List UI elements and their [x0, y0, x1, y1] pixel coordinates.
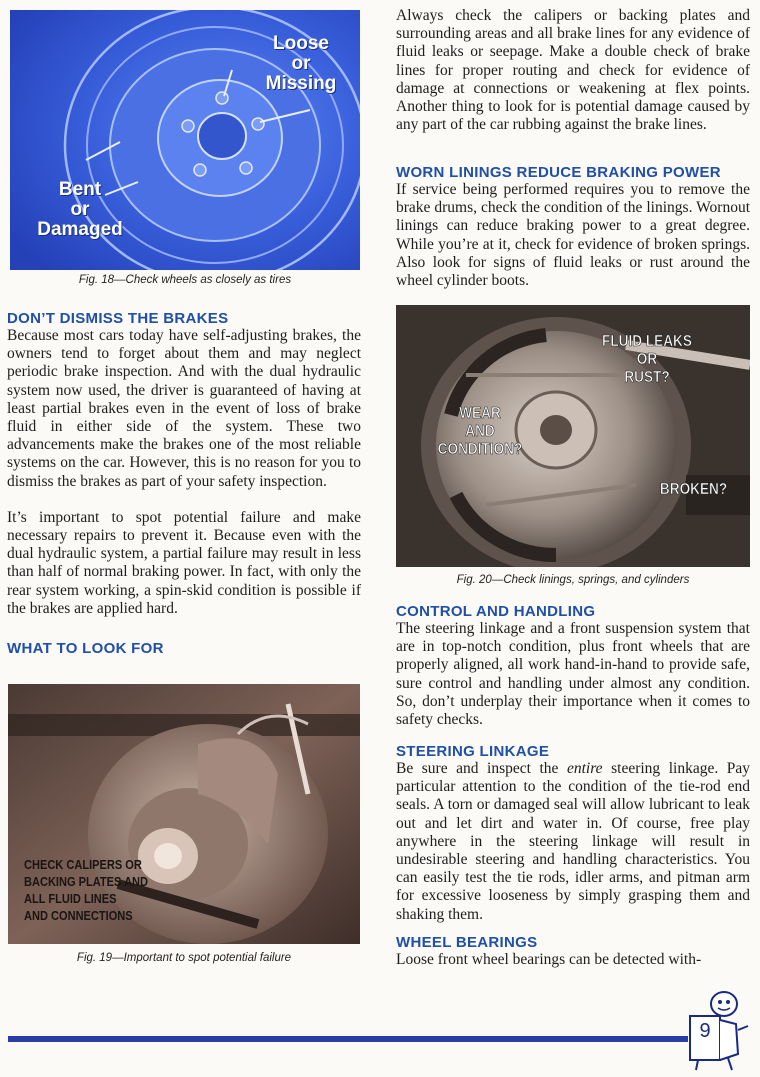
- control-paragraph: The steering linkage and a front suspension system that are in top-notch condition, plus front wheels that are properly aligned, all work hand-in-hand to provide safe, sure control and handling under almost any condition. So, don’t underplay their importance when it comes to safety checks.: [396, 620, 750, 729]
- control-section: [396, 603, 750, 729]
- brakes-heading: DON’T DISMISS THE BRAKES: [7, 310, 229, 327]
- wheel-bearings-paragraph: Loose front wheel bearings can be detected with-: [396, 951, 702, 968]
- fig19-caption: Fig. 19—Important to spot potential failure: [76, 952, 292, 964]
- fig18-label-bottom-line2: or: [70, 199, 90, 220]
- calipers-paragraph: Always check the calipers or backing plates and surrounding areas and all brake lines for any evidence of fluid leaks or seepage. Make a double check of brake lines for proper routing and check for evidence of damage at connections or weakening at flex points. Another thing to look for is potential damage caused by any part of the car rubbing against the brake lines.: [396, 7, 750, 134]
- fig19-label-line3: ALL FLUID LINES: [24, 891, 117, 906]
- fig20-label-wear: [438, 405, 523, 459]
- fig18-label-bottom-line1: Bent: [58, 179, 102, 200]
- fig20-label-fluid-line1: FLUID LEAKS: [602, 333, 692, 350]
- fig19-label-line4: AND CONNECTIONS: [24, 908, 133, 923]
- brakes-section: [7, 310, 361, 618]
- page-number: 9: [699, 1020, 711, 1042]
- calipers-section: [396, 7, 750, 134]
- wheel-bearings-section: [396, 934, 750, 969]
- linings-section: [396, 164, 750, 290]
- fig18-label-bottom: [20, 180, 140, 240]
- fig18-label-top-line1: Loose: [273, 33, 329, 54]
- fig19-caliper-photo: [8, 684, 360, 944]
- steering-text-em: entire: [566, 760, 603, 777]
- fig18-label-bottom-line3: Damaged: [37, 219, 123, 240]
- steering-section: [396, 743, 750, 924]
- footer-rule: [8, 1036, 688, 1042]
- fig20-label-fluid-line2: OR: [636, 351, 658, 368]
- fig18-label-top-line2: or: [291, 53, 311, 74]
- fig20-caption: Fig. 20—Check linings, springs, and cylinders: [456, 574, 690, 586]
- linings-heading: WORN LININGS REDUCE BRAKING POWER: [396, 164, 721, 181]
- control-heading: CONTROL AND HANDLING: [396, 603, 596, 620]
- fig20-label-fluid-line3: RUST?: [624, 369, 670, 386]
- fig18-label-top: [246, 34, 356, 94]
- fig19-label-line1: CHECK CALIPERS OR: [24, 857, 142, 872]
- look-heading: WHAT TO LOOK FOR: [7, 640, 164, 657]
- linings-paragraph: If service being performed requires you to remove the brake drums, check the condition of the linings. Wornout linings can reduce braking power to a great degree. While you’re at it, check for evidence of broken springs. Also look for signs of fluid leaks or rust around the wheel cylinder boots.: [396, 181, 750, 290]
- fig18-label-top-line3: Missing: [265, 73, 337, 94]
- fig20-label-wear-line1: WEAR: [459, 405, 501, 422]
- steering-heading: STEERING LINKAGE: [396, 743, 550, 760]
- fig18-caption: Fig. 18—Check wheels as closely as tires: [78, 274, 292, 286]
- steering-text-post: steering linkage. Pay particular attention to the condition of the tie-rod end seals. A torn or damaged seal will allow lubricant to leak out and let dirt and water in. Of course, free play anywhere in the steering linkage will result in undesirable steering and handling characteristics. You can easily test the tie rods, idler arms, and pitman arm for excessive looseness by simply grasping them and shaking them.: [396, 760, 750, 923]
- fig19-label: [24, 856, 148, 924]
- brakes-paragraph-1: Because most cars today have self-adjusting brakes, the owners tend to forget about them and may neglect periodic brake inspection. And with the dual hydraulic system now used, the driver is guaranteed of having at least partial brakes even in the event of loss of brake fluid in either side of the system. These two advancements make the brakes one of the most reliable systems on the car. However, this is no reason for you to dismiss the brakes as part of your safety inspection.: [7, 327, 361, 490]
- fig20-label-fluid: [600, 333, 694, 387]
- fig20-label-broken: BROKEN?: [659, 481, 728, 498]
- fig18-wheel-illustration: [10, 10, 360, 270]
- fig20-label-wear-line3: CONDITION?: [437, 441, 523, 458]
- fig20-label-wear-line2: AND: [465, 423, 495, 440]
- brakes-paragraph-2: It’s important to spot potential failure and make necessary repairs to prevent it. Because even with the dual hydraulic system, a partial failure may result in less than half of normal braking power. In fact, with only the rear system working, a spin-skid condition is possible if the brakes are applied hard.: [7, 508, 361, 617]
- fig20-drum-brake-photo: [396, 305, 750, 567]
- mascot-icon: [684, 990, 754, 1072]
- fig19-label-line2: BACKING PLATES AND: [24, 874, 149, 889]
- steering-paragraph: [396, 760, 750, 924]
- wheel-bearings-heading: WHEEL BEARINGS: [396, 934, 538, 951]
- steering-text-pre: Be sure and inspect the: [396, 760, 567, 777]
